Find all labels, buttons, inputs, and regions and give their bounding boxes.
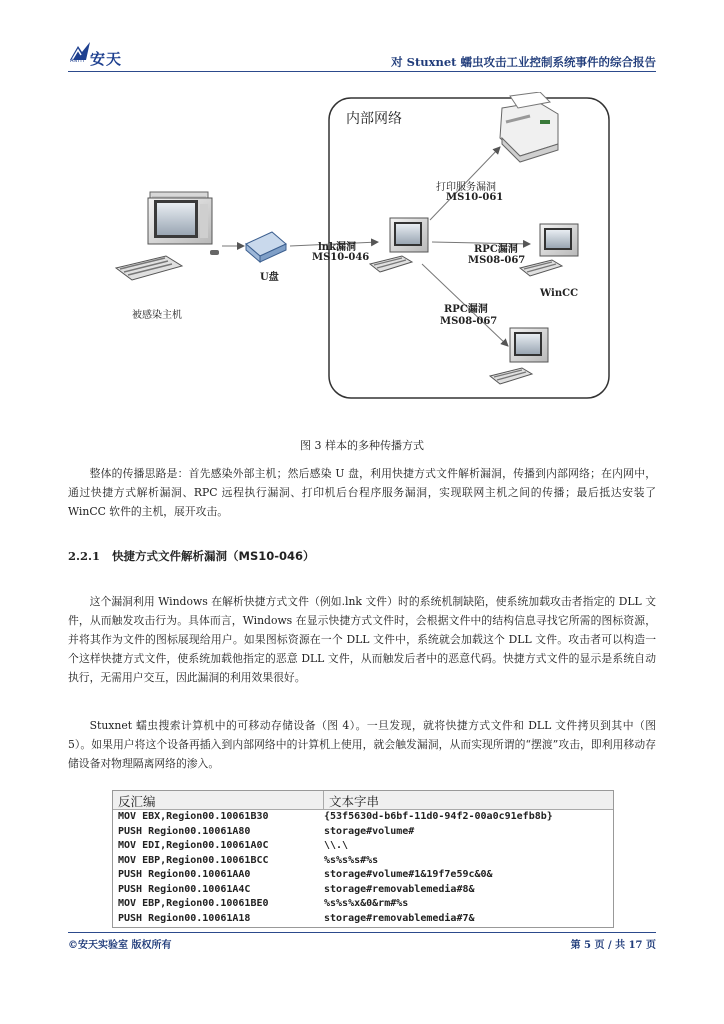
- disasm-cell: MOV EBX,Region00.10061B30: [118, 811, 269, 822]
- table-header: [113, 791, 613, 810]
- lnk-vuln-label: lnk漏洞: [318, 242, 356, 253]
- page-number: 第 5 页 / 共 17 页: [570, 940, 656, 951]
- overview-paragraph: [68, 464, 656, 521]
- rpc-vuln-label-2: RPC漏洞: [444, 304, 488, 315]
- infected-host-computer-icon: [116, 192, 219, 280]
- column-header-strings: 文本字串: [329, 794, 380, 809]
- print-ms-label: MS10-061: [446, 192, 504, 203]
- figure-caption: 图 3 样本的多种传播方式: [300, 439, 424, 452]
- disasm-cell: MOV EBP,Region00.10061BE0: [118, 898, 269, 909]
- section-title: 快捷方式文件解析漏洞（MS10-046）: [112, 549, 315, 563]
- section-heading: [68, 548, 315, 564]
- wincc-label: WinCC: [540, 288, 579, 299]
- search-text: Stuxnet 蠕虫搜索计算机中的可移动存储设备（图 4）。一旦发现，就将快捷方式文件和 DLL 文件拷贝到其中（图 5）。如果用户将这个设备再插入到内部网络中的计算机上使用，就会触发漏洞，从而实现所谓的“摆渡”攻击，即利用移动存储设备对物理隔离网络的渗入。: [68, 719, 656, 770]
- rpc-ms-label-2: MS08-067: [440, 316, 498, 327]
- disassembly-table: [112, 790, 614, 928]
- column-header-disasm: 反汇编: [113, 791, 324, 809]
- table-row: [113, 810, 613, 825]
- disasm-cell: PUSH Region00.10061A4C: [118, 883, 251, 895]
- search-paragraph: [68, 716, 656, 773]
- logo-small-text: ANTIY: [70, 58, 85, 64]
- copyright-text: ©安天实验室 版权所有: [68, 940, 172, 951]
- overview-text: 整体的传播思路是：首先感染外部主机；然后感染 U 盘，利用快捷方式文件解析漏洞，传播到内部网络；在内网中，通过快捷方式解析漏洞、RPC 远程执行漏洞、打印机后台程序服务漏洞，实现联网主机之间的传播；最后抵达安装了 WinCC 软件的主机，展开攻击。: [68, 467, 656, 518]
- lnk-ms-label: MS10-046: [312, 252, 370, 263]
- table-row: [113, 825, 613, 840]
- string-cell: {53f5630d-b6bf-11d0-94f2-00a0c91efb8b}: [324, 811, 553, 822]
- disasm-cell: PUSH Region00.10061A18: [118, 912, 251, 924]
- header-divider: [68, 71, 656, 72]
- string-cell: storage#volume#: [324, 825, 415, 837]
- string-cell: %s%s%s#%s: [324, 854, 379, 866]
- footer-divider: [68, 932, 656, 933]
- report-title: 对 Stuxnet 蠕虫攻击工业控制系统事件的综合报告: [391, 55, 656, 69]
- print-vuln-label: 打印服务漏洞: [436, 182, 496, 193]
- usb-label: U盘: [260, 272, 279, 283]
- string-cell: storage#volume#1&19f7e59c&0&: [324, 869, 493, 880]
- disasm-cell: MOV EDI,Region00.10061A0C: [118, 840, 269, 851]
- table-row: [113, 883, 613, 898]
- inner-network-label: 内部网络: [346, 111, 402, 127]
- table-row: [113, 912, 613, 927]
- string-cell: storage#removablemedia#8&: [324, 883, 475, 895]
- logo-text: 安天: [90, 50, 123, 68]
- string-cell: storage#removablemedia#7&: [324, 912, 475, 924]
- propagation-diagram: [110, 92, 622, 432]
- disasm-cell: PUSH Region00.10061AA0: [118, 869, 251, 880]
- table-row: [113, 868, 613, 883]
- table-row: [113, 854, 613, 869]
- string-cell: \\.\: [324, 840, 349, 851]
- disasm-cell: PUSH Region00.10061A80: [118, 825, 251, 837]
- disasm-cell: MOV EBP,Region00.10061BCC: [118, 854, 269, 866]
- vuln-text: 这个漏洞利用 Windows 在解析快捷方式文件（例如.lnk 文件）时的系统机制缺陷，使系统加载攻击者指定的 DLL 文件，从而触发攻击行为。具体而言，Windows 在显示快捷方式文件时，会根据文件中的结构信息寻找它所需的图标资源，并将其作为文件的图标展现给用户。如果图标资源在一个 DLL 文件中，系统就会加载这个 DLL 文件。攻击者可以构造一个这样快捷方式文件，使系统加载他指定的恶意 DLL 文件，从而触发后者中的恶意代码。快捷方式文件的显示是系统自动执行，无需用户交互，因此漏洞的利用效果很好。: [68, 595, 656, 684]
- string-cell: %s%s%x&0&rm#%s: [324, 898, 409, 909]
- table-row: [113, 839, 613, 854]
- rpc-vuln-label-1: RPC漏洞: [474, 244, 518, 255]
- section-number: 2.2.1: [68, 549, 101, 563]
- infected-host-label: 被感染主机: [132, 310, 182, 321]
- table-row: [113, 897, 613, 912]
- rpc-ms-label-1: MS08-067: [468, 255, 526, 266]
- vuln-paragraph: [68, 592, 656, 687]
- usb-drive-icon: [246, 232, 286, 262]
